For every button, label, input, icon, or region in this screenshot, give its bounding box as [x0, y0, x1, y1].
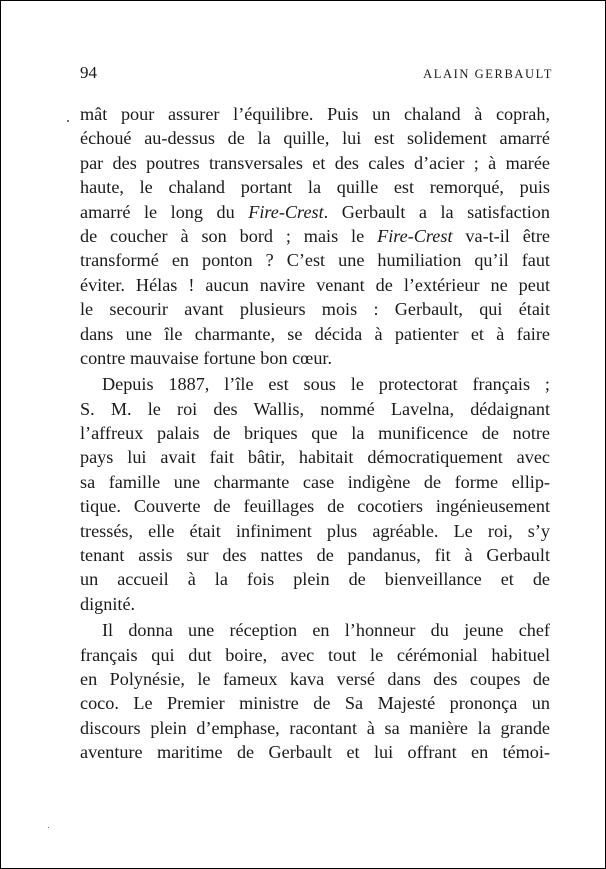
text-line: pays lui avait fait bâtir, habitait démocratiquement avec [80, 447, 550, 468]
ship-name: Fire-Crest [377, 225, 453, 246]
text-line: l’affreux palais de briques que la munificence de notre [80, 423, 550, 444]
text-line: tressés, elle était infiniment plus agréable. Le roi, s’y [80, 520, 550, 541]
text-line: Depuis 1887, l’île est sous le protectorat français ; [102, 374, 550, 395]
paragraph [80, 372, 550, 616]
scan-speck [67, 120, 69, 122]
text-line: le secourir avant plusieurs mois : Gerbault, qui était [80, 299, 550, 320]
text-line: transformé en ponton ? C’est une humiliation qu’il faut [80, 250, 550, 271]
text-line: coco. Le Premier ministre de Sa Majesté prononça un [80, 693, 550, 714]
running-head: ALAIN GERBAULT [423, 67, 553, 81]
text-line: mât pour assurer l’équilibre. Puis un chaland à coprah, [80, 104, 550, 124]
text-line: S. M. le roi des Wallis, nommé Lavelna, dédaignant [80, 398, 550, 419]
text-line: aventure maritime de Gerbault et lui offrant en témoi- [80, 742, 550, 763]
text-line: contre mauvaise fortune bon cœur. [80, 347, 333, 368]
text-line: éviter. Hélas ! aucun navire venant de l’extérieur ne peut [80, 274, 550, 295]
text-line: Il donna une réception en l’honneur du jeune chef [102, 620, 550, 641]
text-line: sa famille une charmante case indigène de forme ellip- [80, 471, 550, 492]
text-segment: va-t-il être [452, 225, 550, 246]
body-text [80, 102, 550, 765]
text-line: haute, le chaland portant la quille est remorqué, puis [80, 177, 550, 198]
text-line: tenant assis sur des nattes de pandanus, fit à Gerbault [80, 545, 550, 566]
text-line: en Polynésie, le fameux kava versé dans des coupes de [80, 668, 550, 689]
text-line: tique. Couverte de feuillages de cocotiers ingénieusement [80, 496, 550, 517]
scan-speck [48, 827, 49, 828]
ship-name: Fire-Crest [248, 201, 324, 222]
text-line [80, 200, 550, 224]
text-segment: de coucher à son bord ; mais le [80, 225, 378, 246]
paragraph [80, 618, 550, 764]
text-segment: . Gerbault a la satisfaction [323, 201, 550, 222]
text-line: par des poutres transversales et des cales d’acier ; à marée [80, 152, 550, 173]
text-segment: amarré le long du [80, 201, 249, 222]
text-line: dignité. [80, 593, 136, 614]
text-line: français qui dut boire, avec tout le cérémonial habituel [80, 644, 550, 665]
page-number: 94 [80, 63, 97, 82]
text-line: discours plein d’emphase, racontant à sa manière la grande [80, 717, 550, 738]
text-line: échoué au-dessus de la quille, lui est solidement amarré [80, 128, 550, 149]
text-line [80, 224, 550, 248]
text-line: un accueil à la fois plein de bienveillance et de [80, 569, 550, 590]
text-line: dans une île charmante, se décida à patienter et à faire [80, 323, 550, 344]
paragraph [80, 102, 550, 370]
